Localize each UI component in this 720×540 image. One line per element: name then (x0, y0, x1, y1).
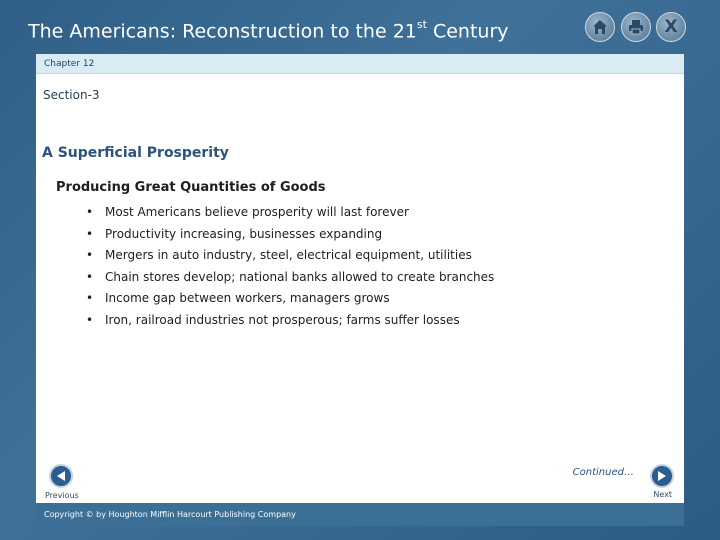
bullet-item: • Iron, railroad industries not prosperous; farms suffer losses (86, 310, 494, 332)
bullet-list (86, 202, 494, 332)
bullet-item: • Mergers in auto industry, steel, electrical equipment, utilities (86, 245, 494, 267)
bullet-item: • Most Americans believe prosperity will last forever (86, 202, 494, 224)
chapter-bar (36, 54, 684, 74)
slide-panel (36, 54, 684, 526)
slide-heading: A Superficial Prosperity (42, 145, 229, 161)
section-label: Section-3 (43, 88, 100, 102)
arrow-right-icon (656, 470, 668, 482)
previous-button[interactable] (49, 464, 73, 488)
continued-label: Continued… (572, 467, 634, 478)
print-icon (627, 18, 645, 36)
copyright-text: Copyright © by Houghton Mifflin Harcourt Publishing Company (44, 510, 296, 519)
bullet-item: • Productivity increasing, businesses expanding (86, 224, 494, 246)
home-icon (591, 18, 609, 36)
bullet-item: • Chain stores develop; national banks allowed to create branches (86, 267, 494, 289)
bullet-item: • Income gap between workers, managers grows (86, 288, 494, 310)
window-title (28, 12, 509, 42)
chapter-label: Chapter 12 (44, 59, 95, 69)
title-suffix: Century (426, 20, 509, 43)
footer-bar (36, 503, 684, 526)
next-button[interactable] (650, 464, 674, 488)
home-button[interactable] (585, 12, 615, 42)
slide-subheading: Producing Great Quantities of Goods (56, 180, 326, 195)
close-button[interactable] (656, 12, 686, 42)
arrow-left-icon (55, 470, 67, 482)
print-button[interactable] (621, 12, 651, 42)
previous-label[interactable]: Previous (45, 491, 79, 500)
next-label[interactable]: Next (653, 490, 672, 499)
close-icon: X (664, 16, 678, 37)
title-main: The Americans: Reconstruction to the 21 (28, 20, 417, 43)
title-superscript: st (416, 18, 427, 31)
